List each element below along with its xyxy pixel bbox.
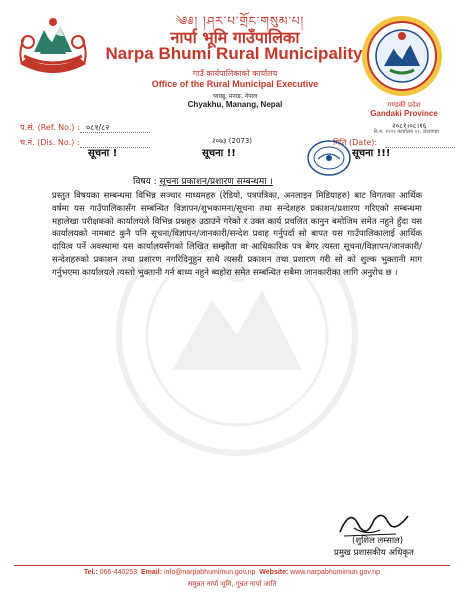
registration-note: नि.म. ११२२ कार्यालय ०१, छाउपाहर: [373, 129, 440, 135]
municipality-name-nepali: नार्पा भूमि गाउँपालिका: [170, 28, 300, 47]
footer-website-value[interactable]: www.narpabhumimun.gov.np: [290, 569, 381, 576]
date-label: मिति (Date):: [333, 138, 378, 147]
footer-email-value[interactable]: info@narpabhumimun.gov.np: [163, 569, 256, 576]
notice-heading-2: सूचना !!: [202, 148, 236, 159]
subject-text: सूचना प्रकाशन/प्रशारण सम्बन्धमा ।: [159, 177, 273, 187]
nepal-emblem-icon: [14, 12, 92, 84]
tibetan-script-title: ༄༅། །ཤར་པ་གྲོང་གསུམ་པ།: [175, 14, 305, 28]
notice-body: प्रस्तुत विषयका सम्बन्धमा विभिन्न सञ्चार माध्यमहरु (रेडियो, पत्रपत्रिका, अनलाइन मिडियाहरु) बाट विगतका आर्थिक वर्षमा यस गाउँपालिकासँग सम्बन्धित विज्ञापन/शुभकामना/सूचना तथा सन्देशहरु प्रकाशन/प्रशारण गरिएको सम्बन्धमा महालेखा परीक्षकको कार्यालयले विभिन्न प्रश्नहरु उठाउने गरेको र उक्त कार्य प्रचलित कानुन बमोजिम समेत नहुने हुँदा यस कार्यालयको नामबाट कुनै पनि सूचना/विज्ञापन/जानकारी/सन्देश प्रवाह गर्नुपर्दा सो बापत यस गाउँपालिकालाई आर्थिक दायित्व पर्ने अवस्थामा यस कार्यालयसँगको लिखित सम्झौता वा आधिकारिक पत्र बेगर त्यस्ता सूचना/विज्ञापन/जानकारी/सन्देशहरुको प्रकाशन तथा प्रशारण नगरिदिनुहुन साथै त्यसरी प्रकाशन तथा प्रशारण गरी सो को शुल्क भुक्तानी माग गर्नुभएमा कार्यालयले त्यस्तो भुक्तानी गर्न बाध्य नहुने ब्यहोरा समेत सम्बन्धित सबैमा जानकारीका लागि अनुरोध छ ।: [52, 191, 422, 278]
official-stamp-icon: [306, 139, 352, 177]
province-name-nepali: गण्डकी प्रदेश: [387, 101, 421, 109]
province-name-english: Gandaki Province: [370, 109, 438, 118]
date-value: २०८१।०८।१६: [392, 122, 427, 130]
signatory-name: (शुशिल लम्साल): [352, 536, 404, 546]
dispatch-number-label: च.नं. (Dis. No.) :: [20, 138, 80, 147]
reference-dotted-line: [80, 132, 150, 133]
notice-heading-3: सूचना !!!: [352, 148, 391, 159]
reference-number-value: ०८१/८२: [86, 123, 110, 132]
office-name-english: Office of the Rural Municipal Executive: [151, 79, 319, 89]
municipality-name-english: Narpa Bhumi Rural Municipality: [105, 44, 363, 63]
footer-email-label: Email:: [141, 569, 163, 576]
footer-website-label: Website:: [259, 569, 289, 576]
footer-divider: [14, 565, 450, 566]
footer-contact: [0, 569, 464, 576]
subject-line: [133, 174, 273, 187]
signatory-title: प्रमुख प्रशासकीय अधिकृत: [334, 548, 414, 558]
notice-heading-1: सूचना !: [88, 148, 118, 159]
subject-prefix: विषय :: [133, 177, 157, 187]
reference-number-label: प.सं. (Ref. No.) :: [20, 123, 80, 132]
date-dotted-line: [385, 147, 455, 148]
address-english: Chyakhu, Manang, Nepal: [187, 100, 283, 109]
year-text: २०७३ (2073): [211, 137, 253, 145]
footer-tel-label: Tel.:: [83, 569, 98, 576]
footer-slogan: समुन्नत नार्पा भूमि, गुन्नत नार्पा जाति: [187, 580, 277, 588]
address-nepali: च्याखु, मनाङ, नेपाल: [212, 93, 258, 100]
footer-tel-value: 066-440253: [99, 569, 138, 576]
office-name-nepali: गाउँ कार्यपालिकाको कार्यालय: [192, 69, 278, 78]
